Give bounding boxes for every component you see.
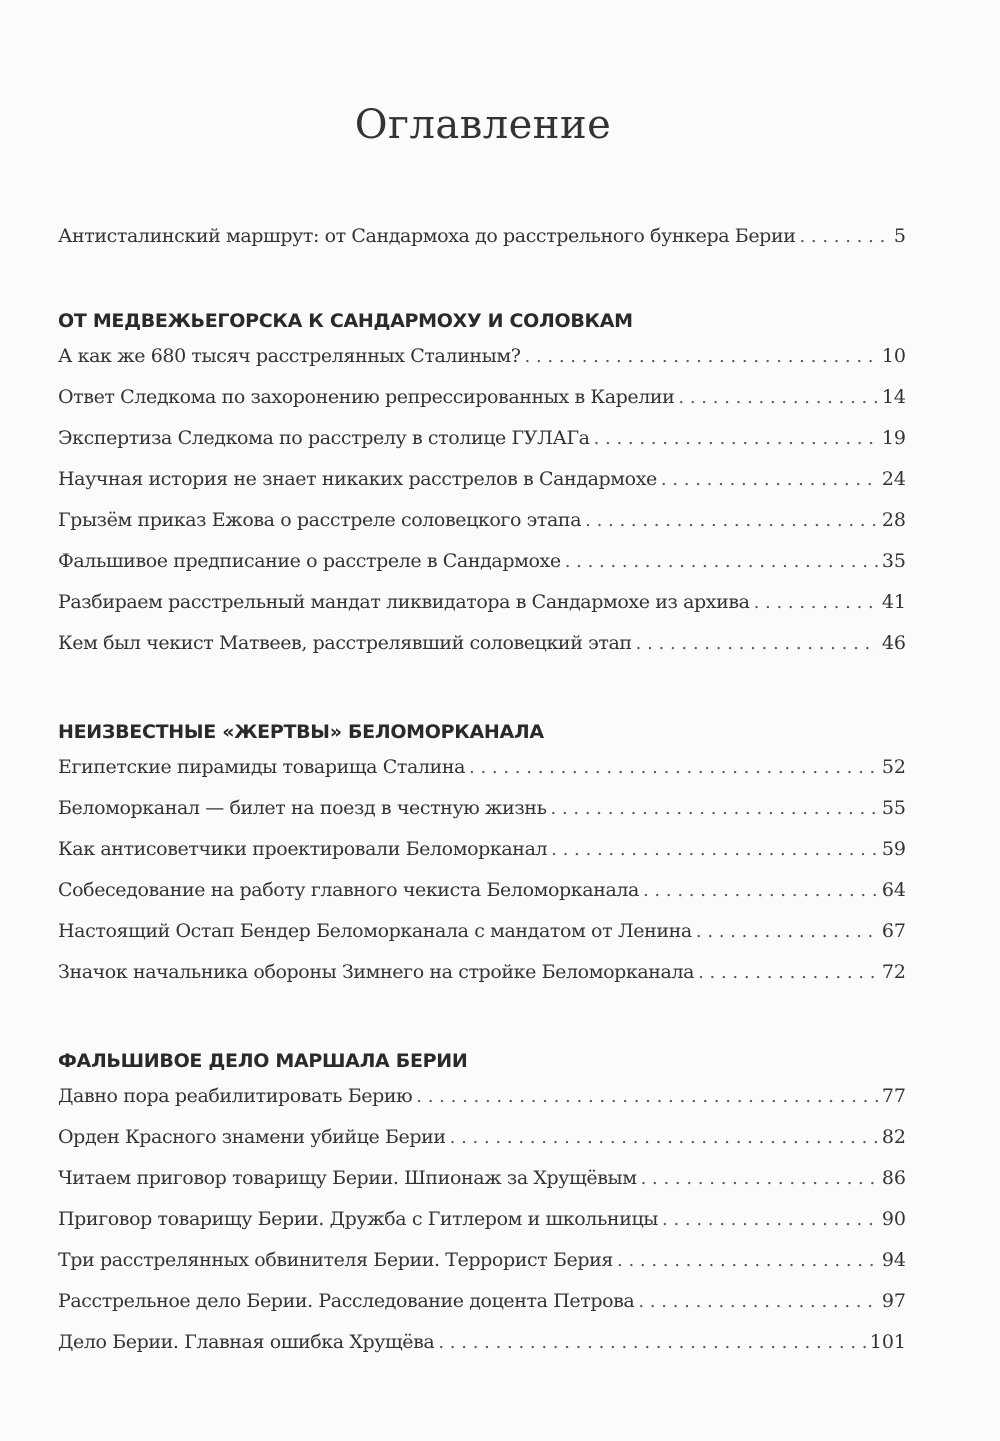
toc-entry[interactable] [58, 225, 906, 266]
entry-title: Приговор товарищу Берии. Дружба с Гитлером и школьницы [58, 1208, 658, 1230]
dot-leader [678, 387, 877, 408]
toc-entry[interactable] [58, 1208, 906, 1249]
entry-title: Собеседование на работу главного чекиста Беломорканала [58, 879, 639, 901]
toc-entry[interactable] [58, 386, 906, 427]
toc-entry[interactable] [58, 468, 906, 509]
dot-leader [638, 1291, 877, 1312]
entry-title: Значок начальника обороны Зимнего на стройке Беломорканала [58, 961, 695, 983]
page-number: 52 [881, 756, 906, 778]
dot-leader [754, 592, 878, 613]
dot-leader [662, 1209, 878, 1230]
entry-title: Беломорканал — билет на поезд в честную жизнь [58, 797, 547, 819]
toc-entry[interactable] [58, 427, 906, 468]
page-number: 59 [881, 838, 906, 860]
toc-entry[interactable] [58, 1126, 906, 1167]
page-number: 28 [881, 509, 906, 531]
entry-title: А как же 680 тысяч расстрелянных Сталиным? [58, 345, 521, 367]
toc-entry[interactable] [58, 961, 906, 1002]
page-number: 35 [881, 550, 906, 572]
page-number: 86 [881, 1167, 906, 1189]
entry-title: Кем был чекист Матвеев, расстрелявший соловецкий этап [58, 632, 632, 654]
toc-section-1 [58, 306, 906, 673]
toc-entry[interactable] [58, 1085, 906, 1126]
page-title: Оглавление [354, 102, 612, 148]
page-number: 97 [881, 1290, 906, 1312]
dot-leader [551, 798, 878, 819]
entry-title: Грызём приказ Ежова о расстреле соловецкого этапа [58, 509, 582, 531]
section-heading: ФАЛЬШИВОЕ ДЕЛО МАРШАЛА БЕРИИ [58, 1050, 468, 1072]
toc-entry[interactable] [58, 1249, 906, 1290]
entry-title: Настоящий Остап Бендер Беломорканала с мандатом от Ленина [58, 920, 692, 942]
page-number: 14 [881, 386, 906, 408]
toc-section-2 [58, 717, 906, 1002]
dot-leader [696, 921, 878, 942]
page-number: 55 [881, 797, 906, 819]
intro-entry-block [58, 225, 906, 266]
dot-leader [698, 962, 878, 983]
entry-title: Читаем приговор товарищу Берии. Шпионаж за Хрущёвым [58, 1167, 637, 1189]
toc-entry[interactable] [58, 920, 906, 961]
dot-leader [641, 1168, 878, 1189]
toc-entry[interactable] [58, 1167, 906, 1208]
dot-leader [450, 1127, 878, 1148]
page-number: 82 [881, 1126, 906, 1148]
page-number: 24 [881, 468, 906, 490]
toc-entry[interactable] [58, 879, 906, 920]
entry-title: Экспертиза Следкома по расстрелу в столице ГУЛАГа [58, 427, 590, 449]
entry-title: Три расстрелянных обвинителя Берии. Террорист Берия [58, 1249, 613, 1271]
dot-leader [799, 226, 889, 247]
dot-leader [565, 551, 878, 572]
entry-title: Антисталинский маршрут: от Сандармоха до расстрельного бункера Берии [58, 225, 796, 247]
toc-entry[interactable] [58, 632, 906, 673]
toc-entry[interactable] [58, 756, 906, 797]
entry-title: Ответ Следкома по захоронению репрессированных в Карелии [58, 386, 675, 408]
entry-title: Научная история не знает никаких расстрелов в Сандармохе [58, 468, 657, 490]
dot-leader [469, 757, 878, 778]
toc-entry[interactable] [58, 1331, 906, 1372]
dot-leader [661, 469, 878, 490]
dot-leader [585, 510, 878, 531]
page-number: 41 [881, 591, 906, 613]
page-number: 67 [881, 920, 906, 942]
toc-section-3 [58, 1046, 906, 1372]
toc-entry[interactable] [58, 509, 906, 550]
toc-entry[interactable] [58, 797, 906, 838]
dot-leader [643, 880, 878, 901]
dot-leader [525, 346, 878, 367]
dot-leader [416, 1086, 878, 1107]
page-number: 90 [881, 1208, 906, 1230]
dot-leader [438, 1332, 865, 1353]
dot-leader [594, 428, 878, 449]
entry-title: Фальшивое предписание о расстреле в Сандармохе [58, 550, 561, 572]
entry-title: Давно пора реабилитировать Берию [58, 1085, 413, 1107]
page-number: 64 [881, 879, 906, 901]
page-number: 72 [881, 961, 906, 983]
page-number: 77 [881, 1085, 906, 1107]
page-number: 46 [881, 632, 906, 654]
section-heading: ОТ МЕДВЕЖЬЕГОРСКА К САНДАРМОХУ И СОЛОВКАМ [58, 310, 633, 332]
entry-title: Дело Берии. Главная ошибка Хрущёва [58, 1331, 435, 1353]
page-number: 19 [881, 427, 906, 449]
section-heading: НЕИЗВЕСТНЫЕ «ЖЕРТВЫ» БЕЛОМОРКАНАЛА [58, 721, 544, 743]
entry-title: Египетские пирамиды товарища Сталина [58, 756, 466, 778]
page-number: 94 [881, 1249, 906, 1271]
page-number: 10 [881, 345, 906, 367]
entry-title: Разбираем расстрельный мандат ликвидатора в Сандармохе из архива [58, 591, 750, 613]
dot-leader [636, 633, 878, 654]
dot-leader [551, 839, 878, 860]
dot-leader [617, 1250, 878, 1271]
page-number: 5 [893, 225, 906, 247]
toc-entry[interactable] [58, 345, 906, 386]
entry-title: Как антисоветчики проектировали Беломорканал [58, 838, 548, 860]
entry-title: Расстрельное дело Берии. Расследование доцента Петрова [58, 1290, 635, 1312]
page-number: 101 [869, 1331, 906, 1353]
toc-entry[interactable] [58, 1290, 906, 1331]
toc-entry[interactable] [58, 838, 906, 879]
toc-entry[interactable] [58, 591, 906, 632]
toc-entry[interactable] [58, 550, 906, 591]
entry-title: Орден Красного знамени убийце Берии [58, 1126, 446, 1148]
